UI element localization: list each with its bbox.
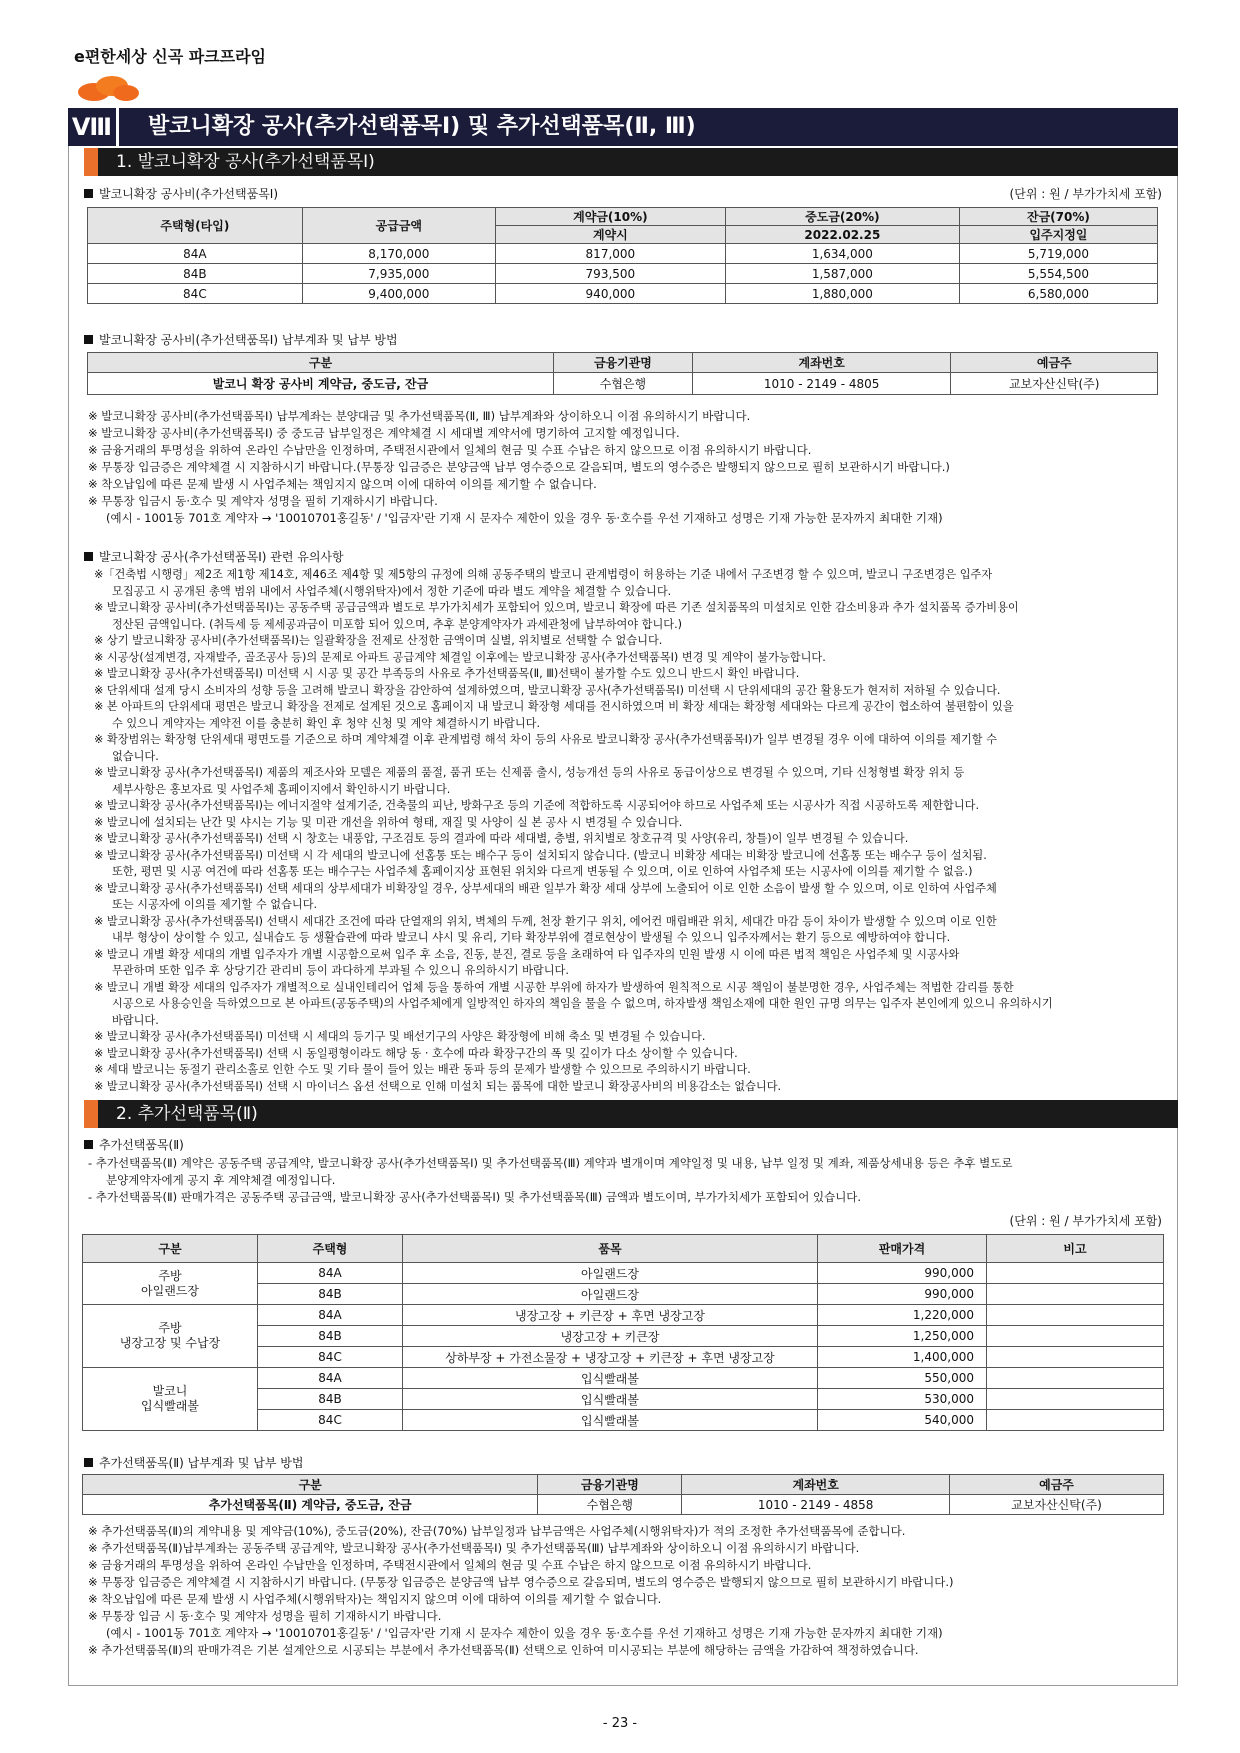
th: 예금주 <box>951 353 1158 373</box>
cell: 추가선택품목(Ⅱ) 계약금, 중도금, 잔금 <box>83 1495 538 1515</box>
table-row <box>83 1305 1164 1326</box>
note: ※ 발코니확장 공사(추가선택품목Ⅰ) 미선택 시 세대의 등기구 및 배선기구의 사양은 확장형에 비해 축소 및 변경될 수 있습니다. <box>94 1030 706 1043</box>
note: 또는 시공자에 이의를 제기할 수 없습니다. <box>112 898 318 911</box>
subsection-2-title: 2. 추가선택품목(Ⅱ) <box>116 1104 258 1124</box>
note-cell <box>987 1284 1164 1305</box>
note: ※ 시공상(설계변경, 자재발주, 골조공사 등)의 문제로 아파트 공급계약 체결일 이후에는 발코니확장 공사(추가선택품목Ⅰ) 변경 및 계약이 불가능합니다. <box>94 650 826 664</box>
subsection-1-title: 1. 발코니확장 공사(추가선택품목Ⅰ) <box>116 152 375 172</box>
note: ※ 발코니확장 공사(추가선택품목Ⅰ) 선택 세대의 상부세대가 비확장일 경우, 상부세대의 배관 일부가 확장 세대 상부에 노출되어 이로 인한 소음이 발생 할 수 있으며, 이로 인하여 사업주체 <box>94 881 997 895</box>
note: ※ 추가선택품목(Ⅱ)납부계좌는 공동주택 공급계약, 발코니확장 공사(추가선택품목Ⅰ) 및 추가선택품목(Ⅲ) 납부계좌와 상이하오니 이점 유의하시기 바랍니다. <box>88 1541 860 1555</box>
note: ※ 추가선택품목(Ⅱ)의 계약내용 및 계약금(10%), 중도금(20%), 잔금(70%) 납부일정과 납부금액은 사업주체(시행위탁자)가 적의 조정한 추가선택품목에 준합니다. <box>88 1524 906 1538</box>
th-supply: 공급금액 <box>302 208 495 244</box>
options-label: 추가선택품목(Ⅱ) <box>84 1136 184 1153</box>
cell: 1,634,000 <box>725 244 959 264</box>
note: ※ 착오납입에 따른 문제 발생 시 사업주체(시행위탁자)는 책임지지 않으며 이에 대하여 이의를 제기할 수 없습니다. <box>88 1592 662 1606</box>
square-bullet-icon <box>84 1458 93 1467</box>
cell: 940,000 <box>495 284 725 304</box>
th: 판매가격 <box>818 1235 987 1263</box>
cell: 상하부장 + 가전소물장 + 냉장고장 + 키큰장 + 후면 냉장고장 <box>403 1347 818 1368</box>
note-cell <box>987 1410 1164 1431</box>
note: 정산된 금액입니다. (취득세 등 제세공과금이 미포함 되어 있으며, 추후 분양계약자가 과세관청에 납부하여야 합니다.) <box>112 617 683 631</box>
options-table <box>82 1234 1164 1431</box>
note-cell <box>987 1263 1164 1284</box>
caution-label: 발코니확장 공사(추가선택품목Ⅰ) 관련 유의사항 <box>84 548 344 565</box>
cell: 입식빨래볼 <box>403 1368 818 1389</box>
th-type: 주택형(타입) <box>88 208 303 244</box>
table-row <box>83 1368 1164 1389</box>
group-cell: 주방 냉장고장 및 수납장 <box>83 1305 258 1368</box>
cell: 1010 - 2149 - 4805 <box>692 373 951 395</box>
note: ※ 발코니확장 공사(추가선택품목Ⅰ) 선택 시 창호는 내풍압, 구조검토 등의 결과에 따라 세대별, 층별, 위치별로 창호규격 및 사양(유리, 창틀)이 일부 변경될 수 있습니다. <box>94 832 909 845</box>
section-title: 발코니확장 공사(추가선택품목Ⅰ) 및 추가선택품목(Ⅱ, Ⅲ) <box>148 114 696 139</box>
cell: 아일랜드장 <box>403 1284 818 1305</box>
note: ※ 금융거래의 투명성을 위하여 온라인 수납만을 인정하며, 주택전시관에서 일체의 현금 및 수표 수납은 하지 않으므로 이점 유의하시기 바랍니다. <box>88 1558 812 1572</box>
cell: 냉장고장 + 키큰장 <box>403 1326 818 1347</box>
note: ※ 금융거래의 투명성을 위하여 온라인 수납만을 인정하며, 주택전시관에서 일체의 현금 및 수표 수납은 하지 않으므로 이점 유의하시기 바랍니다. <box>88 443 812 457</box>
cell: 793,500 <box>495 264 725 284</box>
th-mid-when: 2022.02.25 <box>725 226 959 244</box>
table-row <box>88 373 1158 395</box>
note: - 추가선택품목(Ⅱ) 계약은 공동주택 공급계약, 발코니확장 공사(추가선택품목Ⅰ) 및 추가선택품목(Ⅲ) 계약과 별개이며 계약일정 및 내용, 납부 일정 및 계좌, 제품상세내용 등은 추후 별도로 <box>88 1156 1013 1170</box>
cell: 발코니 확장 공사비 계약금, 중도금, 잔금 <box>88 373 554 395</box>
brand-cloud-logo <box>76 74 140 102</box>
th: 금융기관명 <box>538 1475 682 1495</box>
note: 시공으로 사용승인을 득하였으므로 본 아파트(공동주택)의 사업주체에게 일방적인 하자의 책임을 물을 수 없으며, 하자발생 책임소재에 대한 원인 규명 의무는 입주자 본인에게 있으니 유의하시기 <box>112 997 1053 1010</box>
section-number: Ⅷ <box>68 108 119 146</box>
account-table-2 <box>82 1474 1164 1515</box>
note: 없습니다. <box>112 749 159 763</box>
note: ※ 발코니확장 공사(추가선택품목Ⅰ) 선택시 세대간 조건에 따라 단열재의 위치, 벽체의 두께, 천장 환기구 위치, 에어컨 매립배관 위치, 세대간 마감 등이 차이가 발생할 수 있으며 이로 인한 <box>94 914 997 928</box>
cell: 1010 - 2149 - 4858 <box>682 1495 950 1515</box>
note: 수 있으니 계약자는 계약전 이를 충분히 확인 후 청약 신청 및 계약 체결하시기 바랍니다. <box>112 716 541 730</box>
accent-bar <box>84 148 98 176</box>
note: ※ 발코니에 설치되는 난간 및 샤시는 기능 및 미관 개선을 위하여 형태, 재질 및 사양이 실 본 공사 시 변경될 수 있습니다. <box>94 815 683 829</box>
note: 무관하며 또한 입주 후 상당기간 관리비 등이 과다하게 부과될 수 있으니 유의하시기 바랍니다. <box>112 964 569 977</box>
cell: 5,554,500 <box>959 264 1157 284</box>
th: 구분 <box>83 1475 538 1495</box>
options-unit: (단위 : 원 / 부가가치세 포함) <box>1009 1214 1162 1228</box>
cell: 1,250,000 <box>818 1326 987 1347</box>
cell: 입식빨래볼 <box>403 1389 818 1410</box>
cell: 84B <box>88 264 303 284</box>
th: 계좌번호 <box>682 1475 950 1495</box>
table-row <box>88 284 1158 304</box>
note: ※ 발코니확장 공사비(추가선택품목Ⅰ) 납부계좌는 분양대금 및 추가선택품목(Ⅱ, Ⅲ) 납부계좌와 상이하오니 이점 유의하시기 바랍니다. <box>88 409 751 423</box>
note: ※ 무통장 입금증은 계약체결 시 지참하시기 바랍니다. (무통장 입금증은 분양금액 납부 영수증으로 갈음되며, 별도의 영수증은 발행되지 않으므로 필히 보관하시기 바랍니다.) <box>88 1575 954 1589</box>
table-row <box>88 264 1158 284</box>
th: 계좌번호 <box>692 353 951 373</box>
cell: 7,935,000 <box>302 264 495 284</box>
cell: 교보자산신탁(주) <box>950 1495 1164 1515</box>
cell: 수협은행 <box>553 373 692 395</box>
note: ※ 발코니 개별 확장 세대의 입주자가 개별적으로 실내인테리어 업체 등을 통하여 개별 시공한 부위에 하자가 발생하여 원칙적으로 시공 책임이 불분명한 경우, 사업주체는 적법한 감리를 통한 <box>94 980 1014 994</box>
note-cell <box>987 1347 1164 1368</box>
note: ※ 발코니확장 공사(추가선택품목Ⅰ) 선택 시 마이너스 옵션 선택으로 인해 미설치 되는 품목에 대한 발코니 확장공사비의 비용감소는 없습니다. <box>94 1079 782 1093</box>
note-cell <box>987 1368 1164 1389</box>
account-table-1 <box>87 352 1158 395</box>
note: ※ 발코니확장 공사(추가선택품목Ⅰ)는 에너지절약 설계기준, 건축물의 피난, 방화구조 등의 기준에 적합하도록 시공되어야 하므로 사업주체 또는 시공사가 직접 시공하도록 제한합니다. <box>94 799 980 812</box>
th: 비고 <box>987 1235 1164 1263</box>
cell: 6,580,000 <box>959 284 1157 304</box>
note: ※「건축법 시행령」제2조 제1항 제14호, 제46조 제4항 및 제5항의 규정에 의해 공동주택의 발코니 관계법령이 허용하는 기준 내에서 구조변경 할 수 있으며, 발코니 구조변경은 입주자 <box>94 568 993 581</box>
section-header <box>68 108 1178 146</box>
cell: 84A <box>88 244 303 264</box>
group-cell: 발코니 입식빨래볼 <box>83 1368 258 1431</box>
cell: 84A <box>258 1305 403 1326</box>
note: ※ 발코니확장 공사비(추가선택품목Ⅰ)는 공동주택 공급금액과 별도로 부가가치세가 포함되어 있으며, 발코니 확장에 따른 기존 설치품목의 미설치로 인한 감소비용과 추가 설치품목 증가비용이 <box>94 601 1019 614</box>
cost-label: 발코니확장 공사비(추가선택품목Ⅰ) <box>84 185 278 202</box>
note: (예시 - 1001동 701호 계약자 → '10010701홍길동' / '입금자'란 기재 시 문자수 제한이 있을 경우 동·호수를 우선 기재하고 성명은 기재 가능한 문자까지 최대한 기재) <box>106 1626 943 1640</box>
th: 구분 <box>83 1235 258 1263</box>
caution-notes <box>94 567 1053 1095</box>
cell: 8,170,000 <box>302 244 495 264</box>
table-row <box>83 1495 1164 1515</box>
cell: 540,000 <box>818 1410 987 1431</box>
cell: 아일랜드장 <box>403 1263 818 1284</box>
cell: 교보자산신탁(주) <box>951 373 1158 395</box>
square-bullet-icon <box>84 335 93 344</box>
cell: 1,400,000 <box>818 1347 987 1368</box>
th: 예금주 <box>950 1475 1164 1495</box>
cell: 1,880,000 <box>725 284 959 304</box>
note: ※ 발코니확장 공사(추가선택품목Ⅰ) 미선택 시 시공 및 공간 부족등의 사유로 추가선택품목(Ⅱ, Ⅲ)선택이 불가할 수도 있으니 반드시 확인 바랍니다. <box>94 667 800 680</box>
cost-table <box>87 207 1158 304</box>
square-bullet-icon <box>84 1140 93 1149</box>
note: ※ 발코니확장 공사(추가선택품목Ⅰ) 제품의 제조사와 모델은 제품의 품절, 품귀 또는 신제품 출시, 성능개선 등의 사유로 동급이상으로 변경될 수 있으며, 기타 신청형별 확장 위치 등 <box>94 766 965 779</box>
note: 모집공고 시 공개된 총액 범위 내에서 사업주체(시행위탁자)에서 정한 기준에 따라 별도 계약을 체결할 수 있습니다. <box>112 584 672 598</box>
cell: 9,400,000 <box>302 284 495 304</box>
subsection-2-header <box>84 1100 1178 1128</box>
note-cell <box>987 1389 1164 1410</box>
note-cell <box>987 1326 1164 1347</box>
cell: 수협은행 <box>538 1495 682 1515</box>
th: 품목 <box>403 1235 818 1263</box>
subsection-1-header <box>84 148 1178 176</box>
cell: 입식빨래볼 <box>403 1410 818 1431</box>
table-row <box>83 1263 1164 1284</box>
account-label: 발코니확장 공사비(추가선택품목Ⅰ) 납부계좌 및 납부 방법 <box>84 331 398 348</box>
cell: 1,587,000 <box>725 264 959 284</box>
cell: 990,000 <box>818 1284 987 1305</box>
th-deposit-when: 계약시 <box>495 226 725 244</box>
cell: 530,000 <box>818 1389 987 1410</box>
note: ※ 확장범위는 확장형 단위세대 평면도를 기준으로 하며 계약체결 이후 관계법령 해석 차이 등의 사유로 발코니확장 공사(추가선택품목Ⅰ)가 일부 변경될 경우 이에 대하여 이의를 제기할 수 <box>94 733 997 746</box>
page-number: - 23 - <box>602 1716 638 1731</box>
note: ※ 발코니확장 공사(추가선택품목Ⅰ) 선택 시 동일평형이라도 해당 동 · 호수에 따라 확장구간의 폭 및 깊이가 다소 상이할 수 있습니다. <box>94 1046 738 1060</box>
note: ※ 무통장 입금 시 동·호수 및 계약자 성명을 필히 기재하시기 바랍니다. <box>88 1609 442 1623</box>
note: ※ 추가선택품목(Ⅱ)의 판매가격은 기본 설계안으로 시공되는 부분에서 추가선택품목(Ⅱ) 선택으로 인하여 미시공되는 부분에 해당하는 금액을 가감하여 책정하였습니다. <box>88 1643 919 1657</box>
note: ※ 본 아파트의 단위세대 평면은 발코니 확장을 전제로 설계된 것으로 홈페이지 내 발코니 확장형 세대를 전시하였으며 비 확장 세대는 확장형 세대와는 다르게 공간이 협소하여 불편함이 있을 <box>94 700 1014 713</box>
cell: 817,000 <box>495 244 725 264</box>
note: 또한, 평면 및 시공 여건에 따라 선홈통 또는 배수구는 사업주체 홈페이지상 표현된 위치와 다르게 변동될 수 있으며, 이로 인하여 사업주체 또는 시공사에 이의를 제기할 수 없음.) <box>112 865 973 878</box>
square-bullet-icon <box>84 552 93 561</box>
note: ※ 단위세대 설계 당시 소비자의 성향 등을 고려해 발코니 확장을 감안하여 설계하였으며, 발코니확장 공사(추가선택품목Ⅰ) 미선택 시 단위세대의 공간 활용도가 현저히 저하될 수 있습니다. <box>94 683 1001 697</box>
cell: 84B <box>258 1326 403 1347</box>
options-intro <box>88 1155 1013 1206</box>
note: ※ 발코니확장 공사(추가선택품목Ⅰ) 미선택 시 각 세대의 발코니에 선홈통 또는 배수구 등이 설치되지 않습니다. (발코니 비확장 세대는 비확장 발코니에 선홈통 또는 배수구 등이 설치됨. <box>94 848 987 862</box>
note: ※ 세대 발코니는 동절기 관리소홀로 인한 수도 및 기타 물이 들어 있는 배관 동파 등의 문제가 발생할 수 있으므로 주의하시기 바랍니다. <box>94 1063 751 1076</box>
note: ※ 무통장 입금시 동·호수 및 계약자 성명을 필히 기재하시기 바랍니다. <box>88 494 438 508</box>
note: ※ 상기 발코니확장 공사비(추가선택품목Ⅰ)는 일괄확장을 전제로 산정한 금액이며 실별, 위치별로 선택할 수 없습니다. <box>94 634 663 647</box>
note: ※ 발코니 개별 확장 세대의 개별 입주자가 개별 시공함으로써 입주 후 소음, 진동, 분진, 결로 등을 초래하여 타 입주자의 민원 발생 시 이에 따른 법적 책임은 사업주체 및 시공사와 <box>94 947 960 961</box>
note: 바랍니다. <box>112 1013 159 1027</box>
account-notes <box>88 408 950 527</box>
th-balance-when: 입주지정일 <box>959 226 1157 244</box>
th: 구분 <box>88 353 554 373</box>
square-bullet-icon <box>84 189 93 198</box>
group-cell: 주방 아일랜드장 <box>83 1263 258 1305</box>
note: ※ 발코니확장 공사비(추가선택품목Ⅰ) 중 중도금 납부일정은 계약체결 시 세대별 계약서에 명기하여 고지할 예정입니다. <box>88 426 680 440</box>
cell: 84A <box>258 1263 403 1284</box>
note: 분양계약자에게 공지 후 계약체결 예정입니다. <box>106 1173 336 1187</box>
cell: 990,000 <box>818 1263 987 1284</box>
cell: 5,719,000 <box>959 244 1157 264</box>
table-row <box>88 244 1158 264</box>
cell: 84C <box>88 284 303 304</box>
cell: 84C <box>258 1347 403 1368</box>
note-cell <box>987 1305 1164 1326</box>
options-notes <box>88 1523 954 1659</box>
th: 금융기관명 <box>553 353 692 373</box>
cell: 1,220,000 <box>818 1305 987 1326</box>
accent-bar <box>84 1100 98 1128</box>
note: 세부사항은 홍보자료 및 사업주체 홈페이지에서 확인하시기 바랍니다. <box>112 782 451 796</box>
th-mid: 중도금(20%) <box>725 208 959 226</box>
note: ※ 착오납입에 따른 문제 발생 시 사업주체는 책임지지 않으며 이에 대하여 이의를 제기할 수 없습니다. <box>88 477 597 491</box>
cell: 84B <box>258 1389 403 1410</box>
note: ※ 무통장 입금증은 계약체결 시 지참하시기 바랍니다.(무통장 입금증은 분양금액 납부 영수증으로 갈음되며, 별도의 영수증은 발행되지 않으므로 필히 보관하시기 바랍니다.) <box>88 460 950 474</box>
cell: 냉장고장 + 키큰장 + 후면 냉장고장 <box>403 1305 818 1326</box>
note: 내부 형상이 상이할 수 있고, 실내습도 등 생활습관에 따라 발코니 샤시 및 유리, 기타 확장부위에 결로현상이 발생될 수 있으니 입주자께서는 환기 등으로 예방하여야 합니다. <box>112 931 951 944</box>
th: 주택형 <box>258 1235 403 1263</box>
cell: 84A <box>258 1368 403 1389</box>
cell: 550,000 <box>818 1368 987 1389</box>
cost-unit: (단위 : 원 / 부가가치세 포함) <box>1009 187 1162 201</box>
cell: 84C <box>258 1410 403 1431</box>
cell: 84B <box>258 1284 403 1305</box>
brand-name: e편한세상 신곡 파크프라임 <box>74 47 267 66</box>
th-balance: 잔금(70%) <box>959 208 1157 226</box>
th-deposit: 계약금(10%) <box>495 208 725 226</box>
options-account-label: 추가선택품목(Ⅱ) 납부계좌 및 납부 방법 <box>84 1454 303 1471</box>
note: (예시 - 1001동 701호 계약자 → '10010701홍길동' / '입금자'란 기재 시 문자수 제한이 있을 경우 동·호수를 우선 기재하고 성명은 기재 가능한 문자까지 최대한 기재) <box>106 511 943 525</box>
note: - 추가선택품목(Ⅱ) 판매가격은 공동주택 공급금액, 발코니확장 공사(추가선택품목Ⅰ) 및 추가선택품목(Ⅲ) 금액과 별도이며, 부가가치세가 포함되어 있습니다. <box>88 1190 862 1204</box>
